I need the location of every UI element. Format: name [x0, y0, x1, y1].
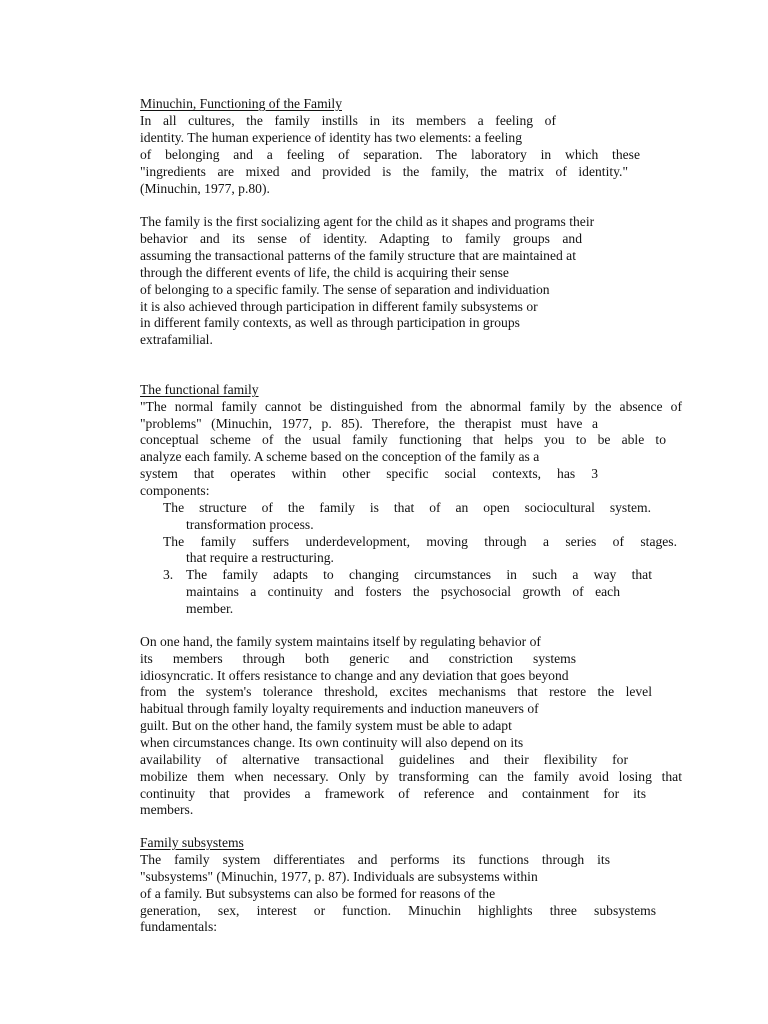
- paragraph-line: In all cultures, the family instills in its members a feeling of: [140, 113, 556, 128]
- paragraph-line: "The normal family cannot be distinguished from the abnormal family by the absence of: [140, 399, 682, 414]
- heading-functional-family: The functional family: [140, 382, 259, 397]
- paragraph-line: through the different events of life, the child is acquiring their sense: [140, 265, 509, 280]
- heading-family-subsystems: Family subsystems: [140, 835, 244, 850]
- list-item-continuation: member.: [186, 601, 234, 616]
- paragraph-line: "subsystems" (Minuchin, 1977, p. 87). Individuals are subsystems within: [140, 869, 538, 884]
- paragraph-line: of a family. But subsystems can also be formed for reasons of the: [140, 886, 496, 901]
- paragraph-line: system that operates within other specific social contexts, has 3: [140, 466, 598, 481]
- paragraph-line: (Minuchin, 1977, p.80).: [140, 181, 270, 196]
- paragraph-line: behavior and its sense of identity. Adapting to family groups and: [140, 231, 582, 246]
- paragraph-line: identity. The human experience of identity has two elements: a feeling: [140, 130, 523, 145]
- paragraph-line: from the system's tolerance threshold, excites mechanisms that restore the level: [140, 684, 652, 699]
- paragraph-line: when circumstances change. Its own continuity will also depend on its: [140, 735, 524, 750]
- paragraph-line: generation, sex, interest or function. Minuchin highlights three subsystems: [140, 903, 656, 918]
- paragraph-line: "problems" (Minuchin, 1977, p. 85). Therefore, the therapist must have a: [140, 416, 598, 431]
- paragraph-line: it is also achieved through participation in different family subsystems or: [140, 299, 538, 314]
- paragraph-line: The family system differentiates and performs its functions through its: [140, 852, 610, 867]
- paragraph-line: members.: [140, 802, 194, 817]
- paragraph-line: continuity that provides a framework of reference and containment for its: [140, 786, 646, 801]
- heading-minuchin-functioning: Minuchin, Functioning of the Family: [140, 96, 343, 111]
- paragraph-line: conceptual scheme of the usual family functioning that helps you to be able to: [140, 432, 666, 447]
- paragraph-line: of belonging to a specific family. The sense of separation and individuation: [140, 282, 550, 297]
- paragraph-line: The family is the first socializing agent for the child as it shapes and programs their: [140, 214, 595, 229]
- paragraph-line: habitual through family loyalty requirements and induction maneuvers of: [140, 701, 539, 716]
- list-item-continuation: transformation process.: [186, 517, 314, 532]
- list-item-text: The family adapts to changing circumstances in such a way that: [186, 567, 652, 582]
- paragraph-line: assuming the transactional patterns of the family structure that are maintained at: [140, 248, 576, 263]
- paragraph-line: extrafamilial.: [140, 332, 213, 347]
- paragraph-line: idiosyncratic. It offers resistance to change and any deviation that goes beyond: [140, 668, 569, 683]
- paragraph-line: mobilize them when necessary. Only by transforming can the family avoid losing that: [140, 769, 682, 784]
- paragraph-line: analyze each family. A scheme based on the conception of the family as a: [140, 449, 540, 464]
- paragraph-line: On one hand, the family system maintains itself by regulating behavior of: [140, 634, 541, 649]
- list-item-text: The family suffers underdevelopment, moving through a series of stages.: [163, 534, 677, 549]
- paragraph-line: "ingredients are mixed and provided is the family, the matrix of identity.": [140, 164, 628, 179]
- list-item-text: The structure of the family is that of an open sociocultural system.: [163, 500, 651, 515]
- list-item-continuation: that require a restructuring.: [186, 550, 334, 565]
- list-item-continuation: maintains a continuity and fosters the psychosocial growth of each: [186, 584, 620, 599]
- paragraph-line: guilt. But on the other hand, the family system must be able to adapt: [140, 718, 512, 733]
- paragraph-line: its members through both generic and constriction systems: [140, 651, 576, 666]
- paragraph-line: in different family contexts, as well as through participation in groups: [140, 315, 520, 330]
- paragraph-line: availability of alternative transactional guidelines and their flexibility for: [140, 752, 628, 767]
- paragraph-line: fundamentals:: [140, 919, 218, 934]
- list-item-number: 3.: [163, 567, 174, 582]
- paragraph-line: components:: [140, 483, 210, 498]
- paragraph-line: of belonging and a feeling of separation. The laboratory in which these: [140, 147, 640, 162]
